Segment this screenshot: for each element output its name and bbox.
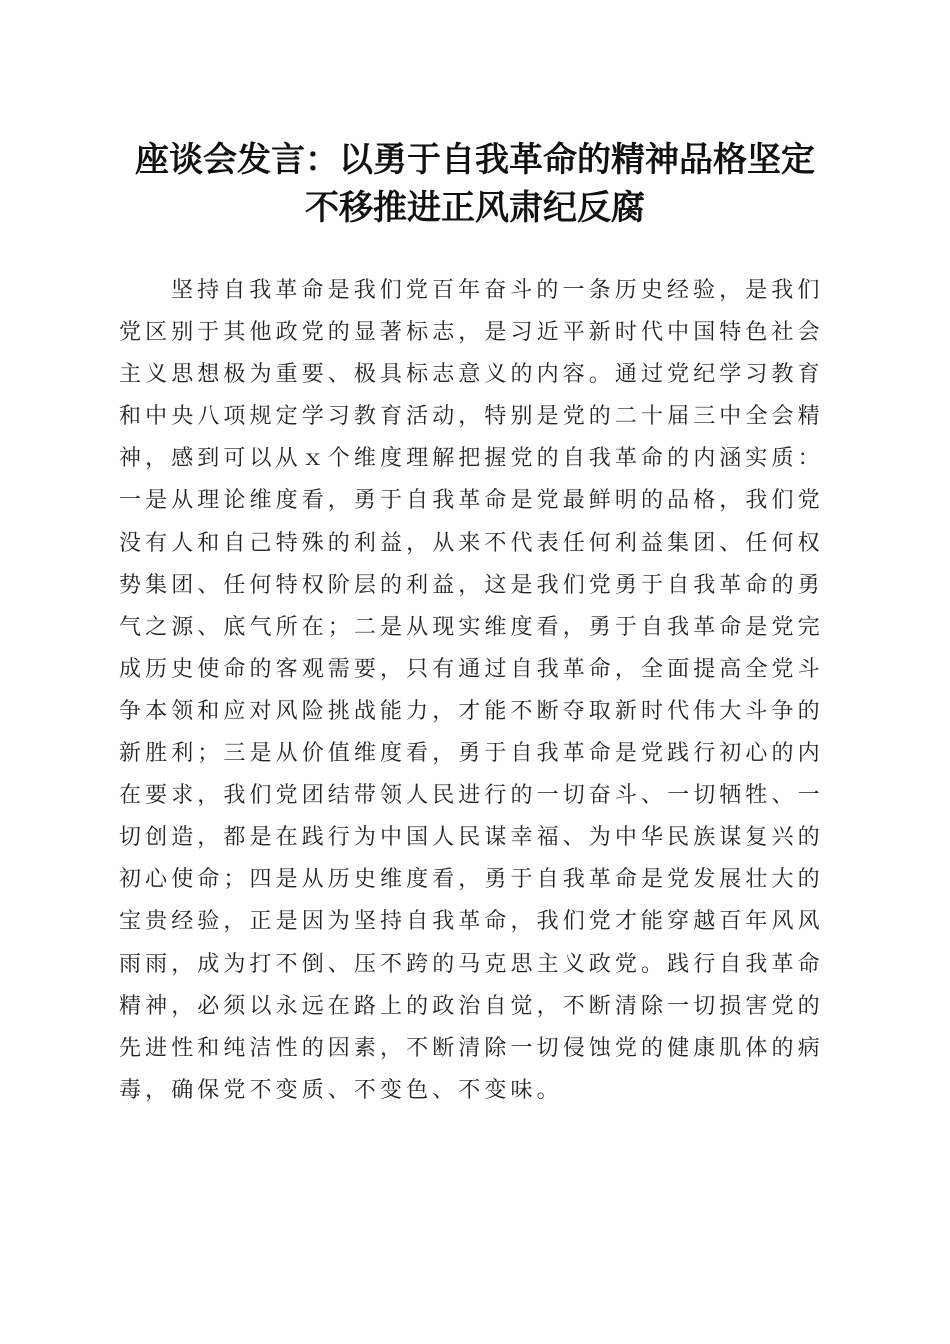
body-line: 气之源、底气所在；二是从现实维度看，勇于自我革命是党完 [119,614,824,640]
document-title [110,136,840,232]
body-line: 主义思想极为重要、极具标志意义的内容。通过党纪学习教育 [119,362,824,388]
body-line: 坚持自我革命是我们党百年奋斗的一条历史经验，是我们 [171,278,824,303]
title-line-1: 座谈会发言：以勇于自我革命的精神品格坚定 [135,140,815,180]
body-line: 新胜利；三是从价值维度看，勇于自我革命是党践行初心的内 [119,741,824,767]
document-body [119,270,831,1112]
body-line: 在要求，我们党团结带领人民进行的一切奋斗、一切牺牲、一 [119,783,824,809]
body-line: 毒，确保党不变质、不变色、不变味。 [119,1077,563,1103]
body-line: 一是从理论维度看，勇于自我革命是党最鲜明的品格，我们党 [119,488,824,514]
body-line: 宝贵经验，正是因为坚持自我革命，我们党才能穿越百年风风 [119,909,824,935]
body-line: 争本领和应对风险挑战能力，才能不断夺取新时代伟大斗争的 [119,698,824,724]
body-line: 成历史使命的客观需要，只有通过自我革命，全面提高全党斗 [119,656,824,682]
body-line: 切创造，都是在践行为中国人民谋幸福、为中华民族谋复兴的 [119,825,824,851]
body-line: 和中央八项规定学习教育活动，特别是党的二十届三中全会精 [119,404,824,430]
body-line: 初心使命；四是从历史维度看，勇于自我革命是党发展壮大的 [119,867,824,893]
body-line: 党区别于其他政党的显著标志，是习近平新时代中国特色社会 [119,320,824,346]
body-line: 神，感到可以从ｘ个维度理解把握党的自我革命的内涵实质： [119,446,824,472]
title-line-2: 不移推进正风肃纪反腐 [305,188,645,228]
body-line: 精神，必须以永远在路上的政治自觉，不断清除一切损害党的 [119,993,824,1019]
body-line: 没有人和自己特殊的利益，从来不代表任何利益集团、任何权 [119,530,824,556]
body-line: 雨雨，成为打不倒、压不跨的马克思主义政党。践行自我革命 [119,951,824,977]
body-line: 先进性和纯洁性的因素，不断清除一切侵蚀党的健康肌体的病 [119,1035,824,1061]
body-line: 势集团、任何特权阶层的利益，这是我们党勇于自我革命的勇 [119,572,824,598]
